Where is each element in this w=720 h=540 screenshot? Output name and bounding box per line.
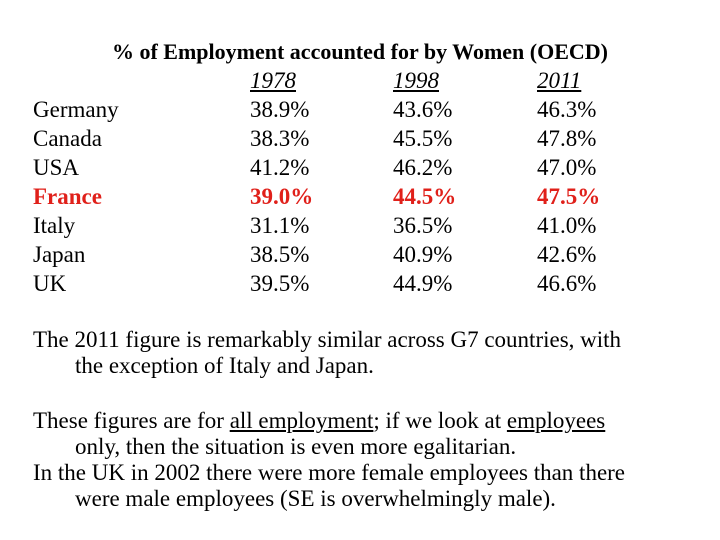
value-1978-cell: 41.2%: [250, 155, 310, 180]
table-body: [0, 95, 720, 298]
paragraph-line: The 2011 figure is remarkably similar across G7 countries, with: [33, 327, 622, 352]
table-row-usa: [0, 153, 720, 182]
year-header-2011: 2011: [537, 68, 582, 93]
paragraph-line: only, then the situation is even more egalitarian.: [75, 434, 517, 459]
country-cell: France: [33, 184, 102, 209]
table-row-uk: [0, 269, 720, 298]
value-1998-cell: 46.2%: [393, 155, 453, 180]
value-2011-cell: 47.8%: [537, 126, 597, 151]
value-2011-cell: 41.0%: [537, 213, 597, 238]
value-1978-cell: 31.1%: [250, 213, 310, 238]
table-row-italy: [0, 211, 720, 240]
table-row-canada: [0, 124, 720, 153]
value-1998-cell: 44.9%: [393, 271, 453, 296]
table-row-japan: [0, 240, 720, 269]
value-1978-cell: 38.9%: [250, 97, 310, 122]
value-1978-cell: 38.5%: [250, 242, 310, 267]
value-1998-cell: 36.5%: [393, 213, 453, 238]
paragraph-line: the exception of Italy and Japan.: [75, 353, 374, 378]
page-title: % of Employment accounted for by Women (OECD): [111, 39, 608, 64]
value-1978-cell: 38.3%: [250, 126, 310, 151]
value-1978-cell: 39.5%: [250, 271, 310, 296]
value-1998-cell: 45.5%: [393, 126, 453, 151]
country-cell: USA: [33, 155, 80, 180]
value-2011-cell: 47.0%: [537, 155, 597, 180]
text-fragment: These figures are for: [33, 408, 230, 433]
country-cell: Germany: [33, 97, 119, 122]
year-header-1998: 1998: [393, 68, 439, 93]
underlined-all-employment: all employment: [229, 408, 374, 433]
value-1998-cell: 43.6%: [393, 97, 453, 122]
country-cell: Japan: [33, 242, 86, 267]
text-fragment: ; if we look at: [373, 408, 507, 433]
paragraph-line: In the UK in 2002 there were more female employees than there: [33, 460, 626, 485]
table-header-row: [0, 66, 720, 95]
country-cell: Italy: [33, 213, 76, 238]
year-header-1978: 1978: [250, 68, 296, 93]
value-2011-cell: 47.5%: [537, 184, 601, 209]
value-2011-cell: 42.6%: [537, 242, 597, 267]
paragraph-g7-similarity: [33, 327, 673, 379]
paragraph-line: were male employees (SE is overwhelmingly male).: [75, 486, 556, 511]
table-row-france: [0, 182, 720, 211]
paragraph-all-employment: [33, 408, 673, 460]
value-2011-cell: 46.3%: [537, 97, 597, 122]
value-2011-cell: 46.6%: [537, 271, 597, 296]
employment-table: [0, 66, 720, 298]
table-row-germany: [0, 95, 720, 124]
underlined-employees: employees: [506, 408, 606, 433]
value-1978-cell: 39.0%: [250, 184, 314, 209]
country-cell: UK: [33, 271, 67, 296]
value-1998-cell: 40.9%: [393, 242, 453, 267]
value-1998-cell: 44.5%: [393, 184, 457, 209]
country-cell: Canada: [33, 126, 102, 151]
paragraph-line: [33, 408, 673, 434]
paragraph-uk-2002: [33, 460, 673, 512]
